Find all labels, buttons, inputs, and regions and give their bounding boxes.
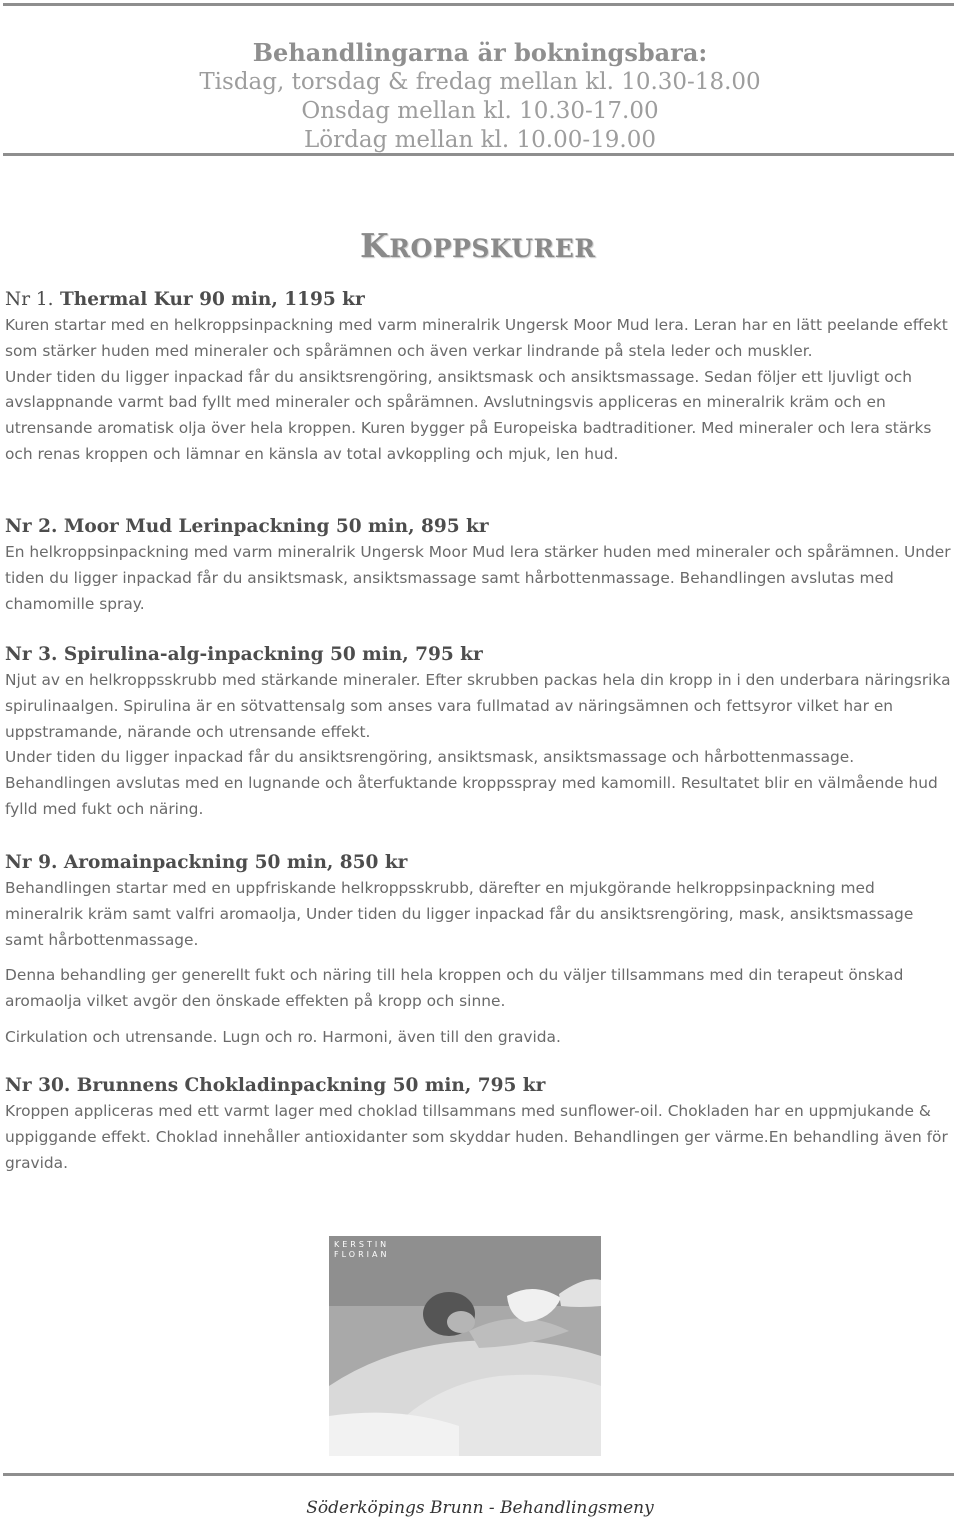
treatment-title: Nr 3. Spirulina-alg-inpackning 50 min, 795 kr — [5, 644, 483, 665]
treatment-description: Behandlingen startar med en uppfriskande helkroppsskrubb, därefter en mjukgörande helkroppsinpackning med mineralrik kräm samt valfri aromaolja, Under tiden du ligger inpackad får du ansiktsrengöring, mask, ansiktsmassage samt hårbottenmassage. — [5, 879, 914, 949]
footer-text: Söderköpings Brunn - Behandlingsmeny — [306, 1498, 654, 1518]
section-title: KROPPSKURER — [360, 226, 596, 265]
treatment-description: Under tiden du ligger inpackad får du ansiktsrengöring, ansiktsmask och ansiktsmassage. Sedan följer ett ljuvligt och avslappnande varmt bad fyllt med mineraler och spårämnen. Avslutningsvis appliceras en mineralrik kräm och en utrensande aromatisk olja över hela kroppen. Kuren bygger på Europeiska badtraditioner. Med mineraler och lera stärks och renas kroppen och lämnar en känsla av total avkoppling och mjuk, len hud. — [5, 367, 932, 463]
footer-rule — [3, 1473, 954, 1476]
treatment-nr-2 — [5, 514, 955, 617]
treatment-title: Nr 30. Brunnens Chokladinpackning 50 min, 795 kr — [5, 1075, 546, 1096]
treatment-description: Cirkulation och utrensande. Lugn och ro. Harmoni, även till den gravida. — [5, 1027, 561, 1046]
booking-hours-line: Lördag mellan kl. 10.00-19.00 — [304, 127, 656, 153]
booking-hours-header — [0, 38, 960, 155]
treatment-description: Njut av en helkroppsskrubb med stärkande mineraler. Efter skrubben packas hela din kropp in i den underbara näringsrika spirulinaalgen. Spirulina är en sötvattensalg som anses vara fullmatad av näringsämnen och fettsyror vilket har en uppstramande, närande och utrensande effekt. — [5, 671, 951, 741]
top-rule — [3, 3, 954, 6]
treatment-description: Kuren startar med en helkroppsinpackning med varm mineralrik Ungersk Moor Mud lera. Leran har en lätt peelande effekt som stärker huden med mineraler och spårämnen och även verkar lindrande på stela leder och muskler. — [5, 316, 948, 360]
treatment-title: Nr 1. Thermal Kur 90 min, 1195 kr — [5, 289, 365, 310]
treatment-description: En helkroppsinpackning med varm mineralrik Ungersk Moor Mud lera stärker huden med mineraler och spårämnen. Under tiden du ligger inpackad får du ansiktsmask, ansiktsmassage samt hårbottenmassage. Behandlingen avslutas med chamomille spray. — [5, 543, 951, 613]
booking-title: Behandlingarna är bokningsbara: — [252, 38, 708, 67]
treatment-title: Nr 2. Moor Mud Lerinpackning 50 min, 895 kr — [5, 516, 489, 537]
header-rule — [3, 153, 954, 156]
massage-image — [329, 1236, 601, 1456]
treatment-description: Kroppen appliceras med ett varmt lager med choklad tillsammans med sunflower-oil. Chokladen har en uppmjukande & uppiggande effekt. Choklad innehåller antioxidanter som skyddar huden. Behandlingen ger värme.En behandling även för gravida. — [5, 1102, 948, 1172]
treatment-photo — [329, 1236, 601, 1456]
treatment-nr-1 — [5, 287, 955, 468]
booking-hours-line: Tisdag, torsdag & fredag mellan kl. 10.30-18.00 — [199, 69, 761, 95]
treatment-nr-30 — [5, 1073, 955, 1176]
treatment-description: Under tiden du ligger inpackad får du ansiktsrengöring, ansiktsmask, ansiktsmassage och hårbottenmassage. Behandlingen avslutas med en lugnande och återfuktande kroppsspray med kamomill. Resultatet blir en välmående hud fylld med fukt och näring. — [5, 748, 938, 818]
treatment-nr-9 — [5, 850, 955, 1051]
kerstin-florian-logo: KERSTIN FLORIAN — [334, 1240, 390, 1259]
treatment-nr-3 — [5, 642, 955, 823]
booking-hours-line: Onsdag mellan kl. 10.30-17.00 — [301, 98, 659, 124]
treatment-title: Nr 9. Aromainpackning 50 min, 850 kr — [5, 852, 408, 873]
treatment-description: Denna behandling ger generellt fukt och näring till hela kroppen och du väljer tillsammans med din terapeut önskad aromaolja vilket avgör den önskade effekten på kropp och sinne. — [5, 966, 904, 1011]
